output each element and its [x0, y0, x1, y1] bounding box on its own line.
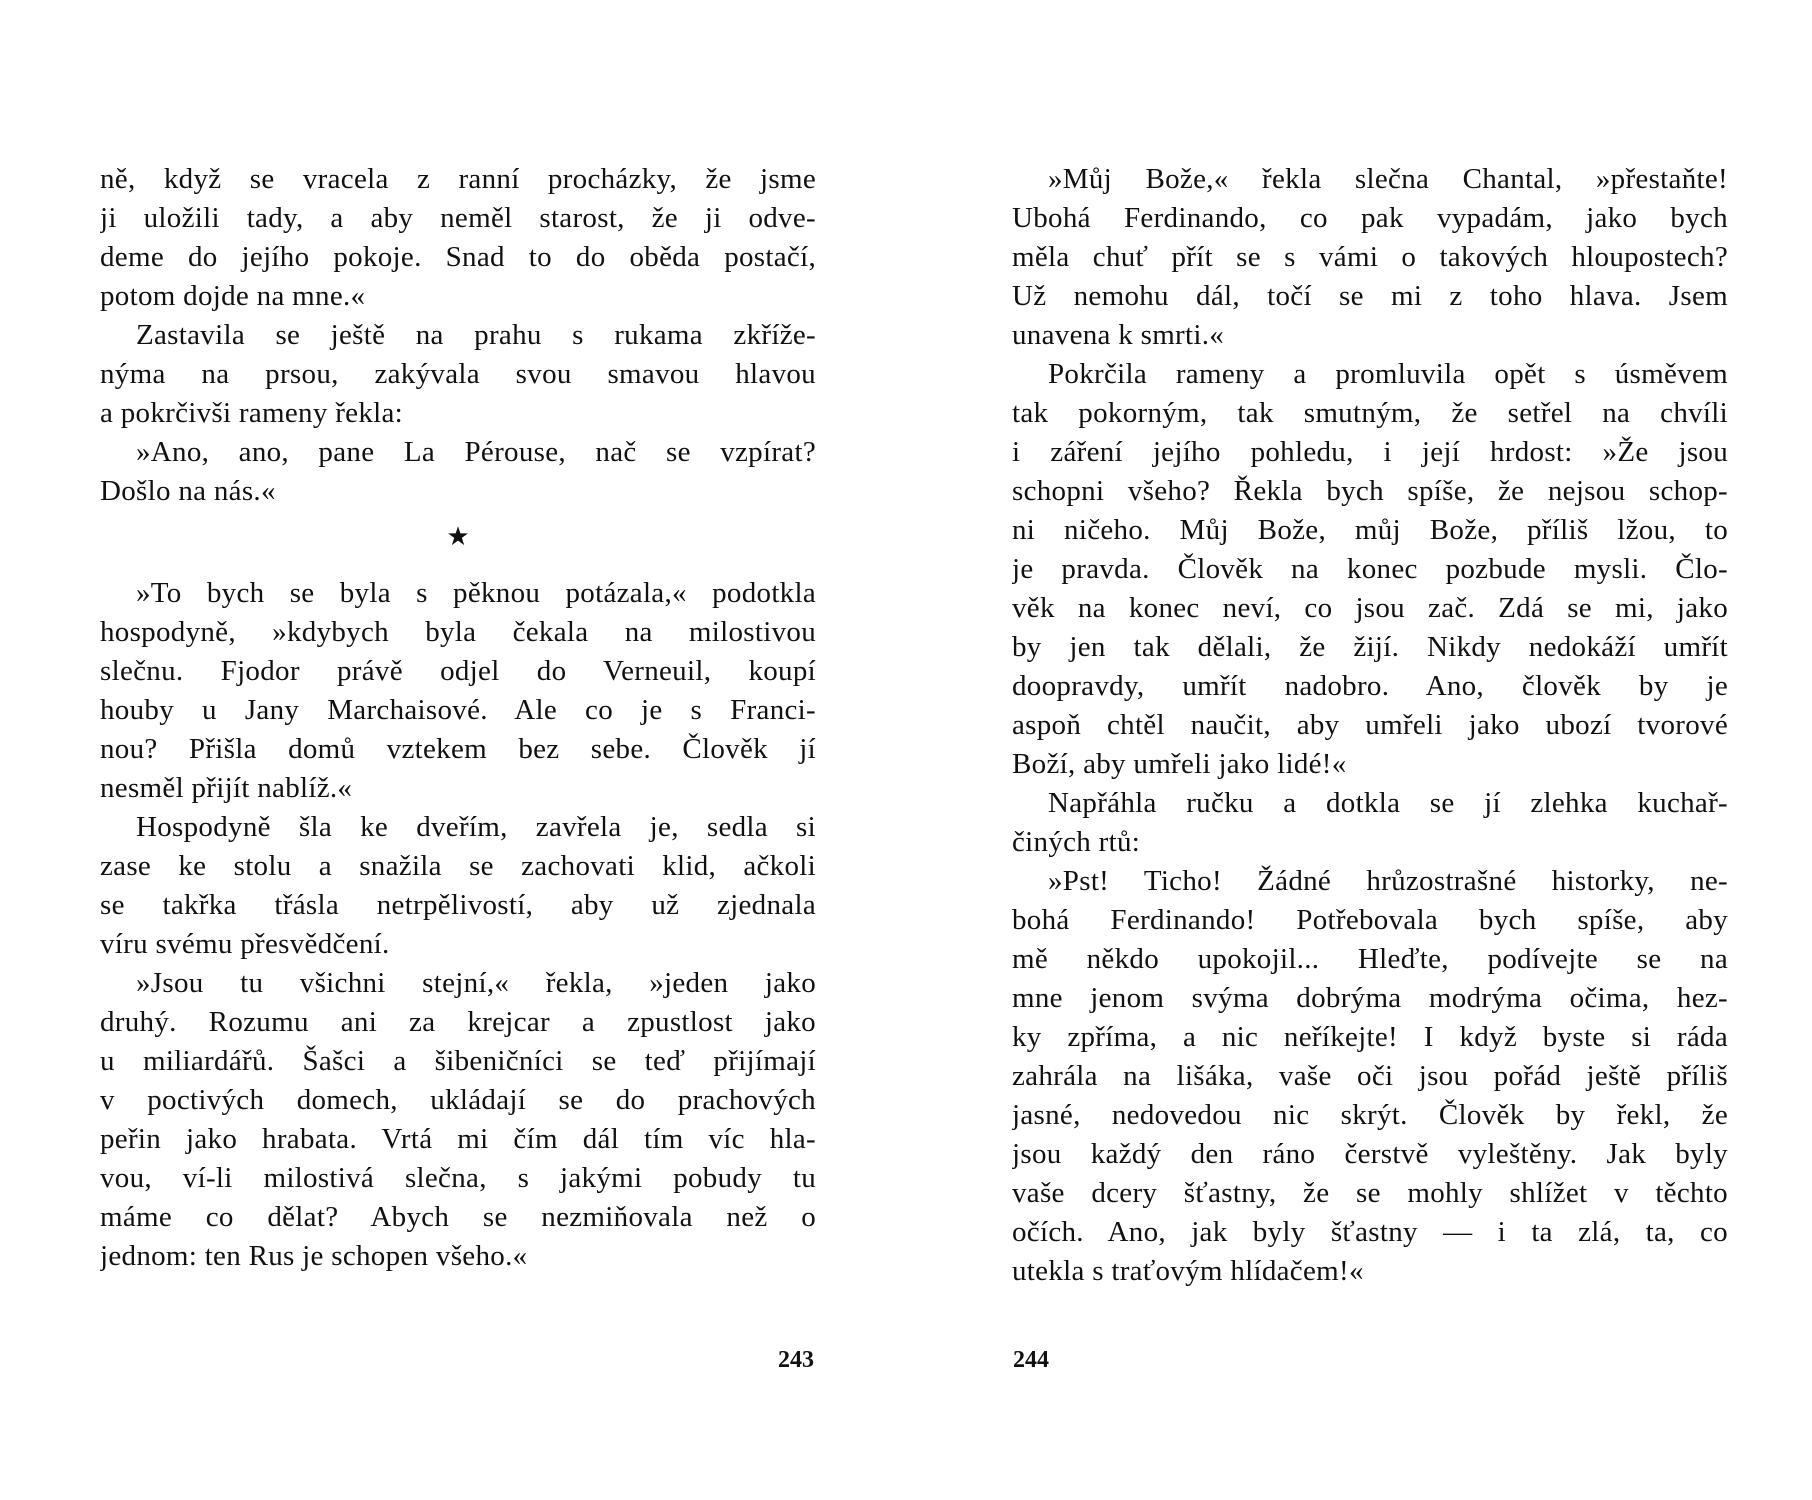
- text-line: houby u Jany Marchaisové. Ale co je s Franci-: [100, 694, 816, 726]
- paragraph-start-line: Zastavila se ještě na prahu s rukama zkříže-: [136, 319, 816, 351]
- text-line: slečnu. Fjodor právě odjel do Verneuil, koupí: [100, 655, 816, 687]
- text-line: vou, ví-li milostivá slečna, s jakými pobudy tu: [100, 1162, 816, 1194]
- paragraph-start-line: Pokrčila rameny a promluvila opět s úsměvem: [1048, 358, 1728, 390]
- text-line: měla chuť přít se s vámi o takových hloupostech?: [1012, 241, 1728, 273]
- text-line: je pravda. Člověk na konec pozbude mysli. Člo-: [1012, 553, 1728, 585]
- text-line: jednom: ten Rus je schopen všeho.«: [100, 1240, 528, 1272]
- text-line: Došlo na nás.«: [100, 475, 276, 507]
- left-page: [100, 160, 816, 1276]
- paragraph-start-line: »Můj Bože,« řekla slečna Chantal, »přestaňte!: [1048, 163, 1728, 195]
- text-line: peřin jako hrabata. Vrtá mi čím dál tím víc hla-: [100, 1123, 816, 1155]
- text-line: ji uložili tady, a aby neměl starost, že ji odve-: [100, 202, 816, 234]
- text-line: tak pokorným, tak smutným, že setřel na chvíli: [1012, 397, 1728, 429]
- text-line: nýma na prsou, zakývala svou smavou hlavou: [100, 358, 816, 390]
- text-line: u miliardářů. Šašci a šibeničníci se teď přijímají: [100, 1045, 816, 1077]
- text-line: vaše dcery šťastny, že se mohly shlížet v těchto: [1012, 1177, 1728, 1209]
- text-line: Už nemohu dál, točí se mi z toho hlava. Jsem: [1012, 280, 1728, 312]
- text-line: jasné, nedovedou nic skrýt. Člověk by řekl, že: [1012, 1099, 1728, 1131]
- text-line: mne jenom svýma dobrýma modrýma očima, hez-: [1012, 982, 1728, 1014]
- text-line: ky zpříma, a nic neříkejte! I když byste si ráda: [1012, 1021, 1728, 1053]
- text-line: bohá Ferdinando! Potřebovala bych spíše, aby: [1012, 904, 1728, 936]
- text-line: nesměl přijít nablíž.«: [100, 772, 353, 804]
- text-line: činých rtů:: [1012, 826, 1141, 858]
- paragraph-start-line: »Pst! Ticho! Žádné hrůzostrašné historky, ne-: [1048, 865, 1728, 897]
- text-line: Ubohá Ferdinando, co pak vypadám, jako bych: [1012, 202, 1728, 234]
- text-line: víru svému přesvědčení.: [100, 928, 390, 960]
- right-page: [1012, 160, 1728, 1291]
- paragraph-start-line: »Jsou tu všichni stejní,« řekla, »jeden jako: [136, 967, 816, 999]
- text-line: deme do jejího pokoje. Snad to do oběda postačí,: [100, 241, 816, 273]
- text-line: máme co dělat? Abych se nezmiňovala než o: [100, 1201, 816, 1233]
- text-line: jsou každý den ráno čerstvě vyleštěny. Jak byly: [1012, 1138, 1728, 1170]
- text-line: očích. Ano, jak byly šťastny — i ta zlá, ta, co: [1012, 1216, 1728, 1248]
- text-line: hospodyně, »kdybych byla čekala na milostivou: [100, 616, 816, 648]
- text-line: by jen tak dělali, že žijí. Nikdy nedokáží umřít: [1012, 631, 1728, 663]
- text-line: se takřka třásla netrpělivostí, aby už zjednala: [100, 889, 816, 921]
- paragraph-start-line: »Ano, ano, pane La Pérouse, nač se vzpírat?: [136, 436, 816, 468]
- text-line: a pokrčivši rameny řekla:: [100, 397, 404, 429]
- text-line: nou? Přišla domů vztekem bez sebe. Člověk jí: [100, 733, 816, 765]
- text-line: i záření jejího pohledu, i její hrdost: »Že jsou: [1012, 436, 1728, 468]
- text-line: věk na konec neví, co jsou zač. Zdá se mi, jako: [1012, 592, 1728, 624]
- text-line: schopni všeho? Řekla bych spíše, že nejsou schop-: [1012, 475, 1728, 507]
- text-line: ni ničeho. Můj Bože, můj Bože, příliš lžou, to: [1012, 514, 1728, 546]
- text-line: druhý. Rozumu ani za krejcar a zpustlost jako: [100, 1006, 816, 1038]
- text-line: zase ke stolu a snažila se zachovati klid, ačkoli: [100, 850, 816, 882]
- text-line: zahrála na lišáka, vaše oči jsou pořád ještě příliš: [1012, 1060, 1728, 1092]
- text-line: mě někdo upokojil... Hleďte, podívejte se na: [1012, 943, 1728, 975]
- text-line: doopravdy, umřít nadobro. Ano, člověk by je: [1012, 670, 1728, 702]
- text-line: v poctivých domech, ukládají se do prachových: [100, 1084, 816, 1116]
- text-line: ně, když se vracela z ranní procházky, že jsme: [100, 163, 816, 195]
- text-line: unavena k smrti.«: [1012, 319, 1225, 351]
- page-number-left: 243: [778, 1347, 814, 1373]
- text-line: utekla s traťovým hlídačem!«: [1012, 1255, 1364, 1287]
- text-line: aspoň chtěl naučit, aby umřeli jako ubozí tvorové: [1012, 709, 1728, 741]
- page-number-right: 244: [1013, 1347, 1049, 1373]
- paragraph-start-line: Napřáhla ručku a dotkla se jí zlehka kuchař-: [1048, 787, 1728, 819]
- text-line: potom dojde na mne.«: [100, 280, 366, 312]
- text-line: Boží, aby umřeli jako lidé!«: [1012, 748, 1347, 780]
- section-break-star: ★: [446, 522, 470, 551]
- paragraph-start-line: Hospodyně šla ke dveřím, zavřela je, sedla si: [136, 811, 816, 843]
- paragraph-start-line: »To bych se byla s pěknou potázala,« podotkla: [136, 577, 816, 609]
